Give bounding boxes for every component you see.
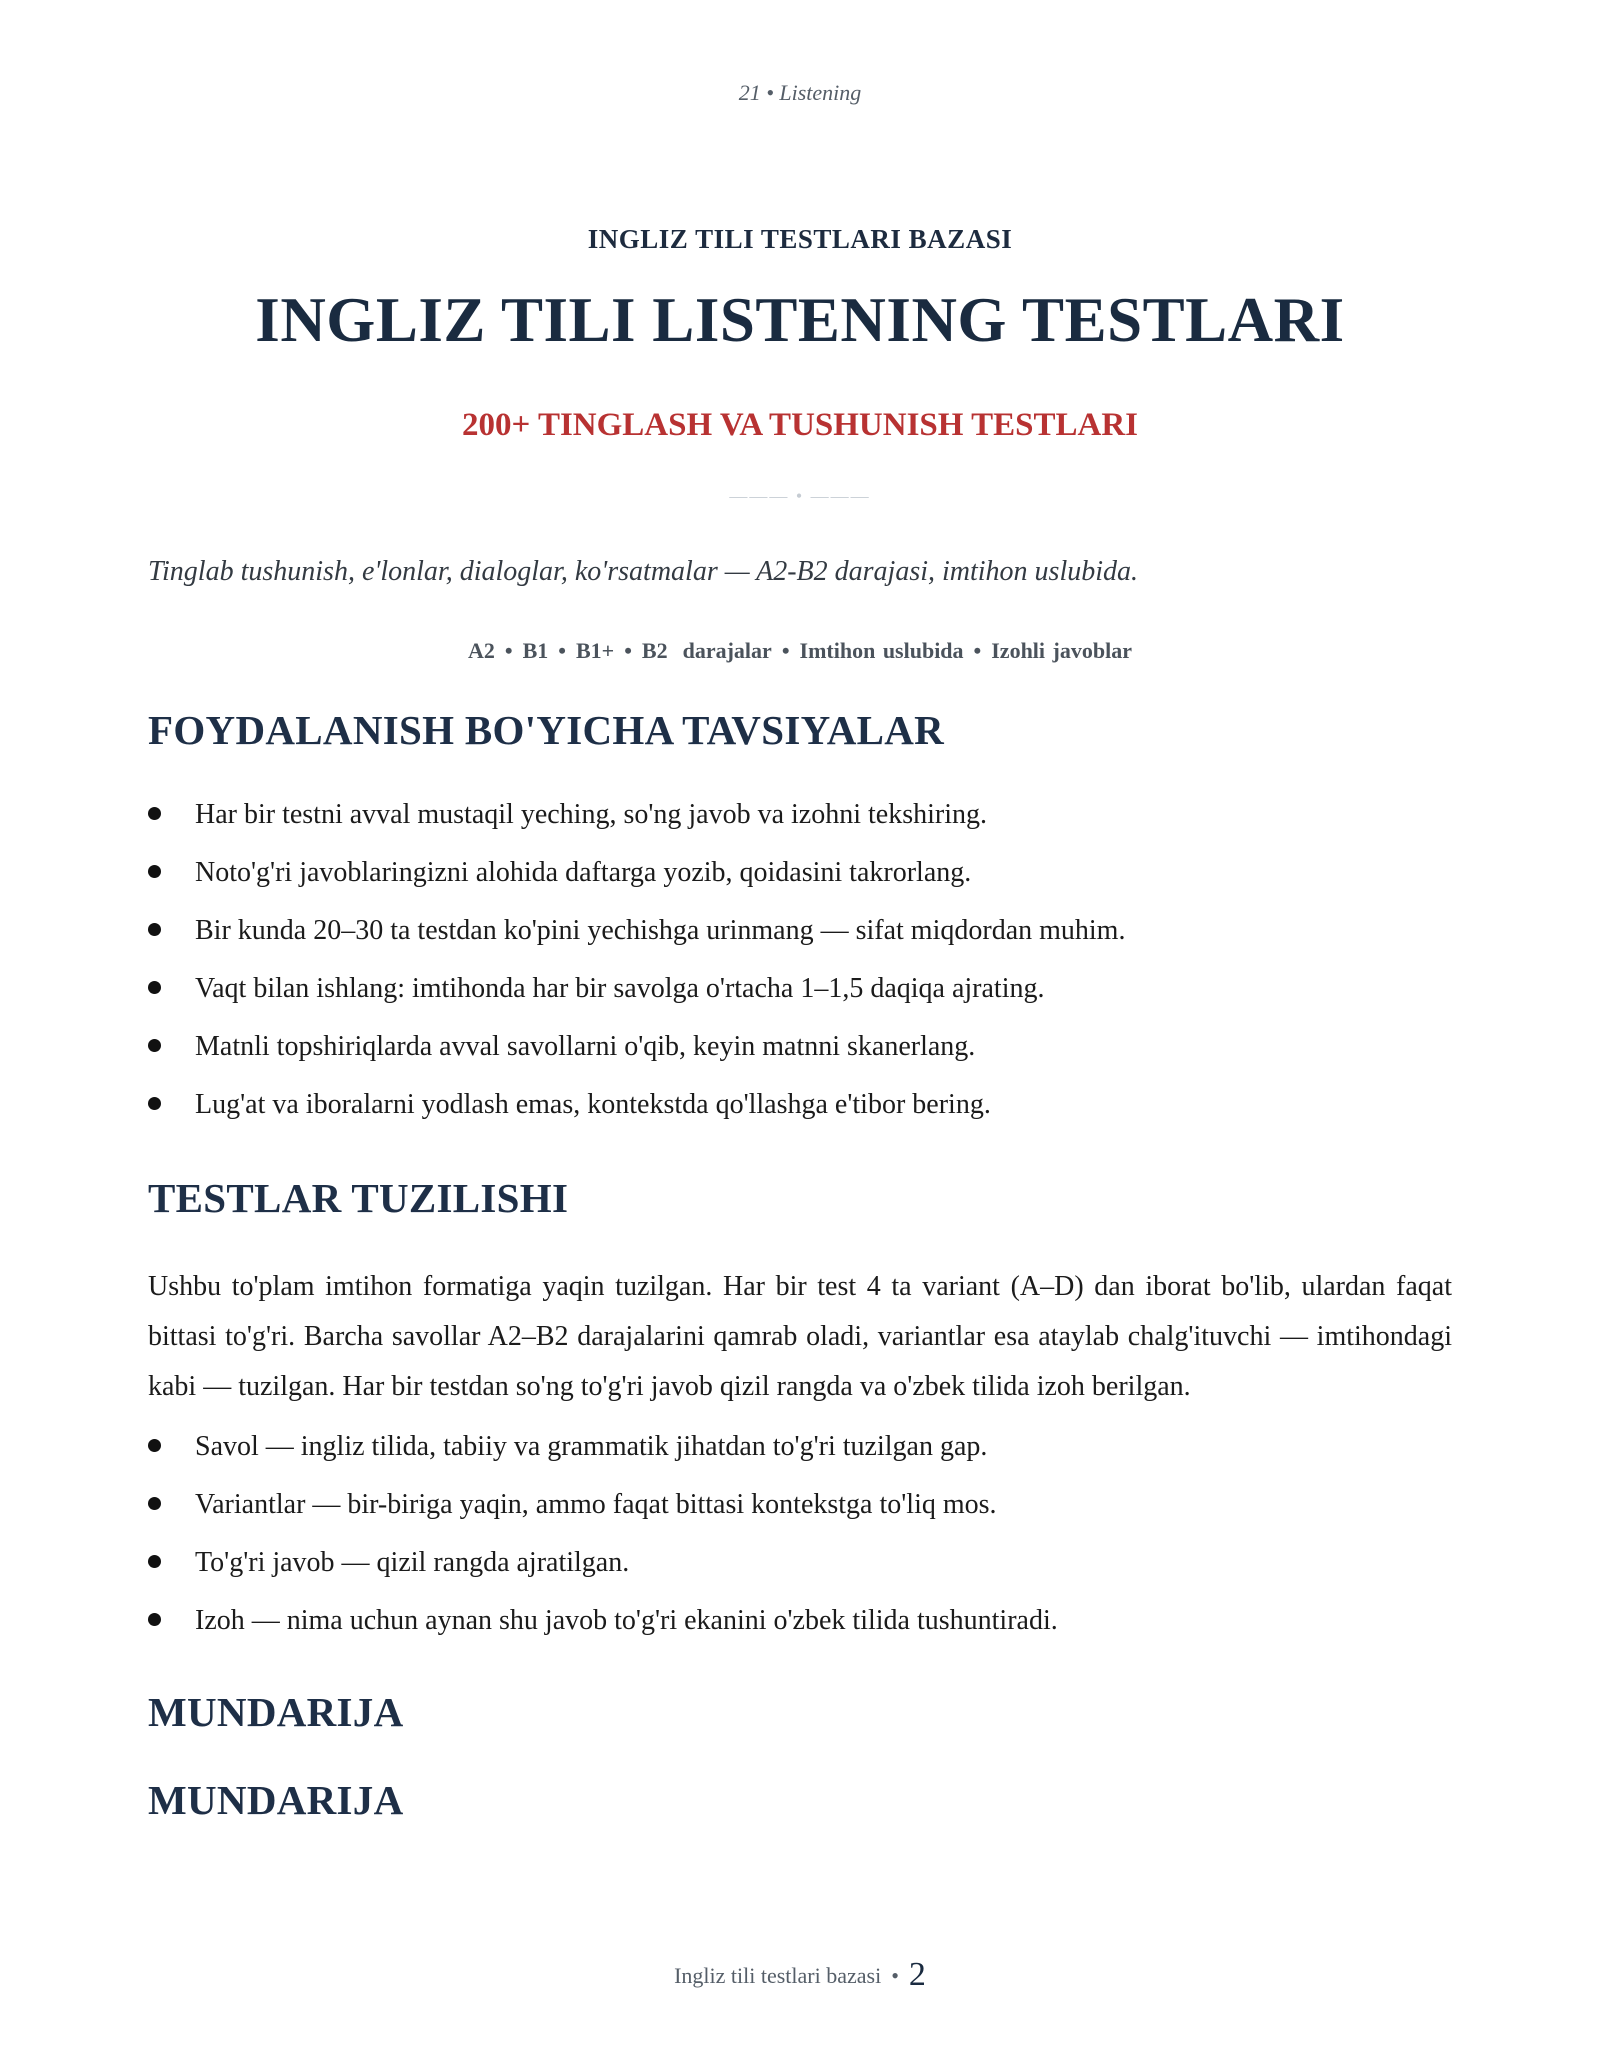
list-item [148,1602,1058,1660]
list-item-text: Matnli topshiriqlarda avval savollarni o'qib, keyin matnni skanerlang. [195,1031,976,1062]
tag-separator: • [973,638,982,663]
tag-a2: A2 [468,638,495,663]
tips-list [148,796,1125,1144]
series-kicker: INGLIZ TILI TESTLARI BAZASI [587,224,1013,254]
tag-separator: • [624,638,632,663]
list-item [148,1544,1058,1602]
lede-text: Tinglab tushunish, e'lonlar, dialoglar, ko'rsatmalar — A2-B2 darajasi, imtihon uslubida. [148,556,1139,587]
list-item-text: To'g'ri javob — qizil rangda ajratilgan. [195,1547,630,1578]
bullet-icon [148,1097,161,1110]
list-item [148,1486,1058,1544]
structure-heading: TESTLAR TUZILISHI [148,1175,569,1221]
list-item-text: Noto'g'ri javoblaringizni alohida daftarga yozib, qoidasini takrorlang. [195,857,972,888]
list-item [148,796,1125,854]
list-item [148,1028,1125,1086]
page-title: INGLIZ TILI LISTENING TESTLARI [255,285,1345,355]
list-item-text: Bir kunda 20–30 ta testdan ko'pini yechishga urinmang — sifat miqdordan muhim. [195,915,1126,946]
list-item-text: Har bir testni avval mustaqil yeching, so'ng javob va izohni tekshiring. [195,799,987,830]
tag-b1plus: B1+ [576,638,615,663]
running-head: 21 • Listening [738,80,862,105]
tips-heading: FOYDALANISH BO'YICHA TAVSIYALAR [148,707,945,753]
page-number: 2 [908,1956,926,1993]
footer-separator: • [891,1963,899,1988]
page-footer [0,1956,1600,1994]
tag-b1: B1 [522,638,549,663]
contents-heading-repeat: MUNDARIJA [148,1777,404,1823]
bullet-icon [148,865,161,878]
tag-separator: • [504,638,513,663]
tag-separator: • [558,638,566,663]
bullet-icon [148,1039,161,1052]
tag-separator: • [781,638,790,663]
bullet-icon [148,1613,161,1626]
list-item [148,1086,1125,1144]
bullet-icon [148,1497,161,1510]
page-subtitle: 200+ TINGLASH VA TUSHUNISH TESTLARI [461,407,1139,443]
list-item [148,970,1125,1028]
list-item-text: Izoh — nima uchun aynan shu javob to'g'ri ekanini o'zbek tilida tushuntiradi. [195,1605,1058,1636]
bullet-icon [148,923,161,936]
footer-text: Ingliz tili testlari bazasi [674,1963,882,1988]
bullet-icon [148,1439,161,1452]
tag-exam-style: Imtihon uslubida [799,638,964,663]
list-item-text: Lug'at va iboralarni yodlash emas, kontekstda qo'llashga e'tibor bering. [195,1089,991,1120]
list-item [148,1428,1058,1486]
list-item-text: Vaqt bilan ishlang: imtihonda har bir savolga o'rtacha 1–1,5 daqiqa ajrating. [195,973,1045,1004]
list-item [148,912,1125,970]
structure-paragraph: Ushbu to'plam imtihon formatiga yaqin tuzilgan. Har bir test 4 ta variant (A–D) dan iborat bo'lib, ulardan faqat bittasi to'g'ri. Barcha savollar A2–B2 darajalarini qamrab oladi, variantlar esa ataylab chalg'ituvchi — imtihondagi kabi — tuzilgan. Har bir testdan so'ng to'g'ri javob qizil rangda va o'zbek tilida izoh berilgan. [148,1271,1452,1402]
bullet-icon [148,981,161,994]
bullet-icon [148,1555,161,1568]
tag-b2: B2 darajalar [641,638,772,663]
list-item [148,854,1125,912]
bullet-icon [148,807,161,820]
ornament-divider: ——— • ——— [729,486,871,506]
list-item-text: Variantlar — bir-biriga yaqin, ammo faqat bittasi kontekstga to'liq mos. [195,1489,997,1520]
level-tags [0,638,1600,664]
tag-explained-answers: Izohli javoblar [991,638,1132,663]
contents-heading: MUNDARIJA [148,1689,404,1735]
structure-list [148,1428,1058,1660]
list-item-text: Savol — ingliz tilida, tabiiy va grammatik jihatdan to'g'ri tuzilgan gap. [195,1431,988,1462]
